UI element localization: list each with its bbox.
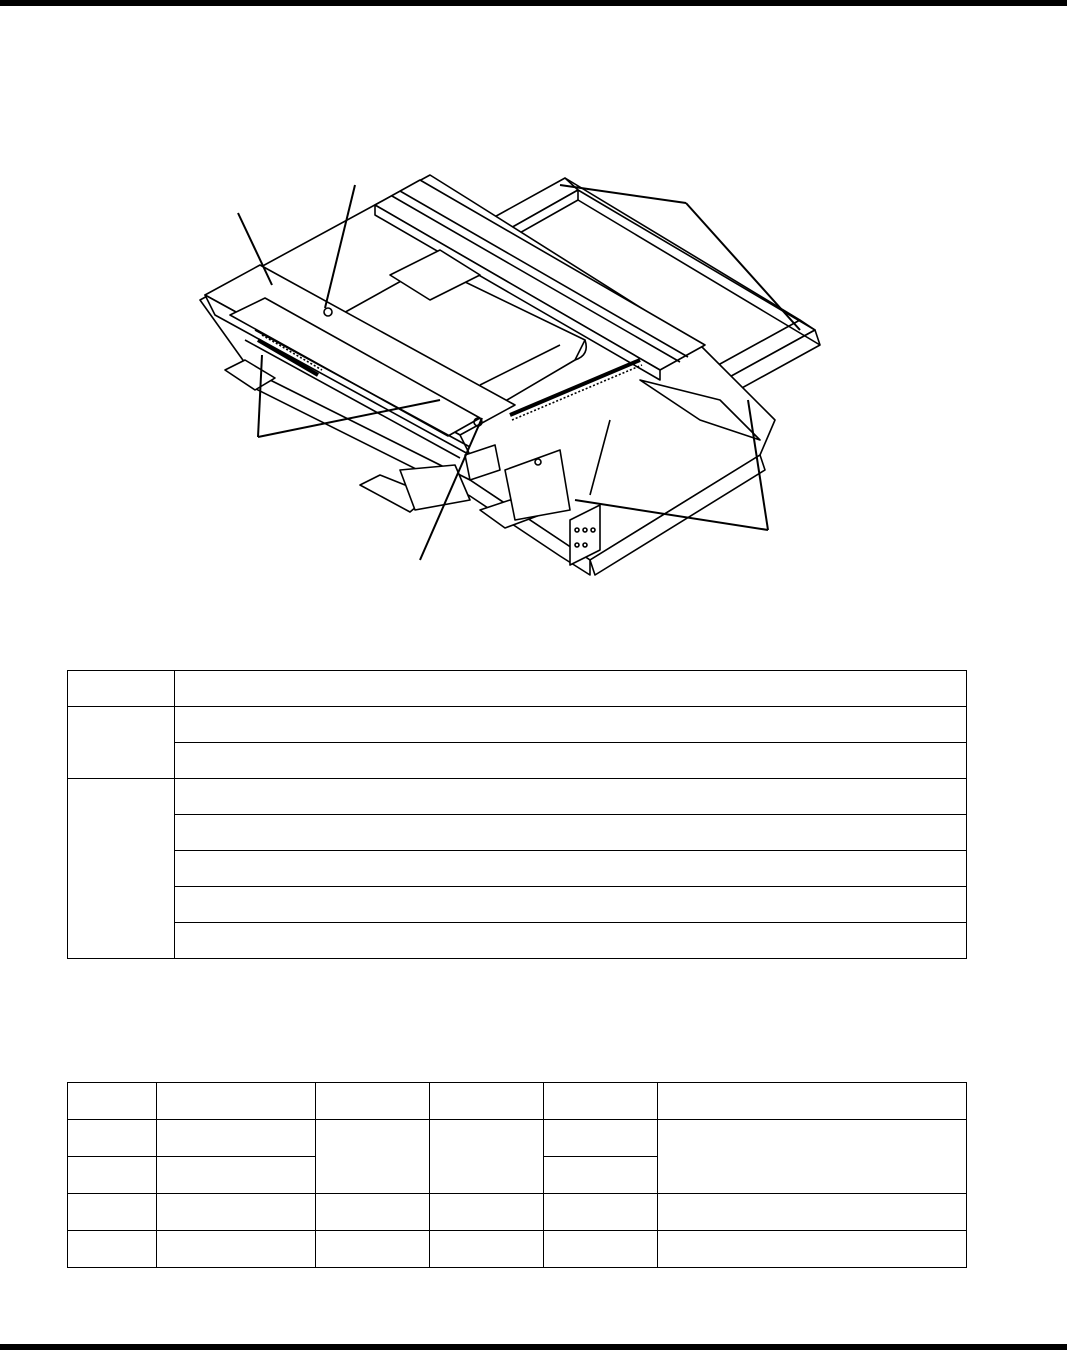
- table-cell: [658, 1231, 967, 1268]
- table-cell: [430, 1120, 544, 1194]
- table-row: [68, 707, 967, 743]
- table-row: [68, 1120, 967, 1157]
- table-cell: [544, 1157, 658, 1194]
- table-cell: [175, 923, 967, 959]
- table-cell: [430, 1194, 544, 1231]
- header-cell: [544, 1083, 658, 1120]
- table-row: [68, 1194, 967, 1231]
- header-cell: [430, 1083, 544, 1120]
- table-row: [68, 743, 967, 779]
- parts-table: [67, 670, 967, 959]
- table-cell: [316, 1231, 430, 1268]
- table-cell: [175, 707, 967, 743]
- table-header-row: [68, 1083, 967, 1120]
- table-cell: [544, 1194, 658, 1231]
- header-cell: [658, 1083, 967, 1120]
- table-row: [68, 887, 967, 923]
- table-cell: [544, 1231, 658, 1268]
- table-cell: [175, 887, 967, 923]
- assembly-figure: [0, 0, 1067, 620]
- header-cell: [68, 671, 175, 707]
- header-cell: [157, 1083, 316, 1120]
- header-cell: [175, 671, 967, 707]
- table-cell: [544, 1120, 658, 1157]
- bottom-rule: [0, 1344, 1067, 1350]
- table-cell: [430, 1231, 544, 1268]
- group-label: [68, 707, 175, 779]
- table-cell: [68, 1157, 157, 1194]
- table-cell: [175, 851, 967, 887]
- table-row: [68, 815, 967, 851]
- table-cell: [157, 1120, 316, 1157]
- table-cell: [157, 1157, 316, 1194]
- spec-table: [67, 1082, 967, 1268]
- table-header-row: [68, 671, 967, 707]
- table-cell: [316, 1194, 430, 1231]
- table-cell: [316, 1120, 430, 1194]
- table-cell: [175, 743, 967, 779]
- table-cell: [68, 1120, 157, 1157]
- table-cell: [658, 1120, 967, 1194]
- table-row: [68, 923, 967, 959]
- table-row: [68, 851, 967, 887]
- table-row: [68, 779, 967, 815]
- table-cell: [68, 1231, 157, 1268]
- table-cell: [157, 1231, 316, 1268]
- table-cell: [68, 1194, 157, 1231]
- table-cell: [157, 1194, 316, 1231]
- table-cell: [175, 779, 967, 815]
- header-cell: [68, 1083, 157, 1120]
- header-cell: [316, 1083, 430, 1120]
- group-label: [68, 779, 175, 959]
- table-row: [68, 1231, 967, 1268]
- table-cell: [658, 1194, 967, 1231]
- table-cell: [175, 815, 967, 851]
